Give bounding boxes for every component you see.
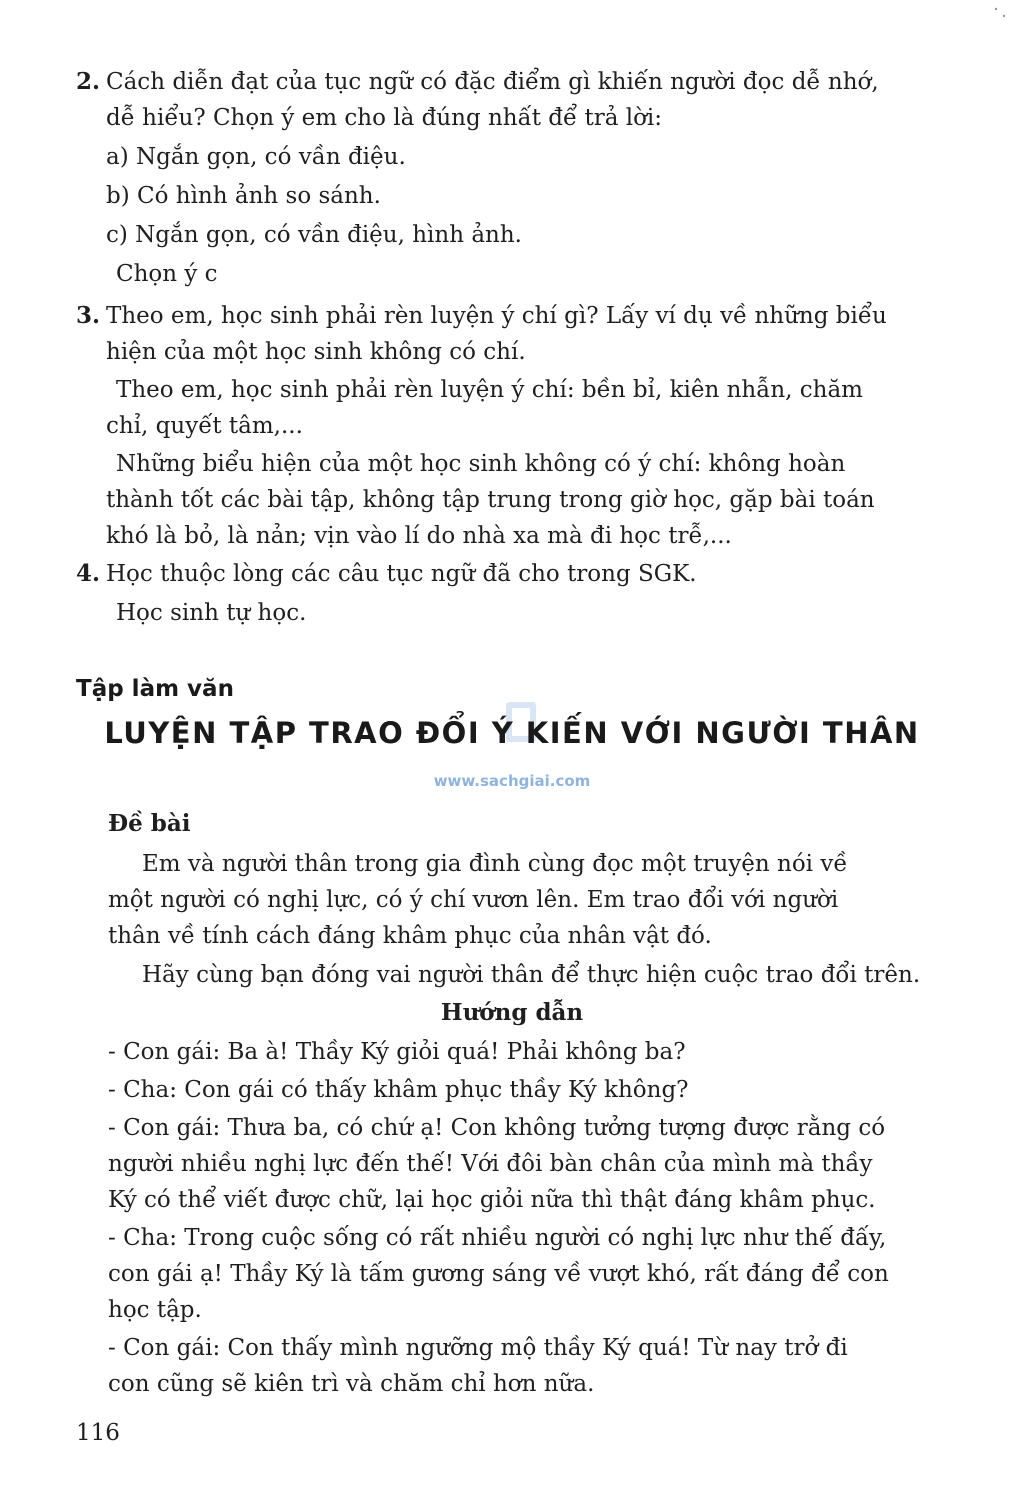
guide-heading: Hướng dẫn bbox=[440, 999, 584, 1026]
option-a: a) Ngắn gọn, có vần điệu. bbox=[106, 144, 406, 170]
paragraph-line: Em và người thân trong gia đình cùng đọc một truyện nói về bbox=[142, 851, 848, 877]
dialogue-line: - Con gái: Thưa ba, có chứ ạ! Con không tưởng tượng được rằng có bbox=[108, 1115, 886, 1141]
question-4 bbox=[76, 556, 956, 631]
section-title: LUYỆN TẬP TRAO ĐỔI Ý KIẾN VỚI NGƯỜI THÂN bbox=[104, 716, 920, 750]
dialogue-turn bbox=[108, 1330, 948, 1402]
dialogue-line: người nhiều nghị lực đến thế! Với đôi bàn chân của mình mà thầy bbox=[108, 1151, 873, 1177]
dialogue-line: Ký có thể viết được chữ, lại học giỏi nữa thì thật đáng khâm phục. bbox=[108, 1187, 876, 1213]
option-b: b) Có hình ảnh so sánh. bbox=[106, 183, 381, 209]
question-text: Cách diễn đạt của tục ngữ có đặc điểm gì khiến người đọc dễ nhớ, bbox=[106, 69, 879, 95]
dialogue-line: - Cha: Con gái có thấy khâm phục thầy Ký không? bbox=[108, 1077, 689, 1103]
question-number: 3. bbox=[76, 302, 101, 329]
dialogue-line: - Con gái: Con thấy mình ngưỡng mộ thầy Ký quá! Từ nay trở đi bbox=[108, 1335, 848, 1361]
dialogue bbox=[108, 1034, 948, 1402]
question-3 bbox=[76, 298, 956, 554]
section-label: Tập làm văn bbox=[76, 676, 234, 702]
dialogue-line: học tập. bbox=[108, 1297, 202, 1323]
dialogue-line: - Con gái: Ba à! Thầy Ký giỏi quá! Phải không ba? bbox=[108, 1039, 686, 1065]
option-c: c) Ngắn gọn, có vần điệu, hình ảnh. bbox=[106, 222, 522, 248]
dialogue-line: con cũng sẽ kiên trì và chăm chỉ hơn nữa. bbox=[108, 1371, 595, 1397]
answer-text: khó là bỏ, là nản; vịn vào lí do nhà xa mà đi học trễ,... bbox=[106, 523, 732, 549]
assignment-instruction: Hãy cùng bạn đóng vai người thân để thực hiện cuộc trao đổi trên. bbox=[142, 962, 921, 988]
dialogue-line: - Cha: Trong cuộc sống có rất nhiều người có nghị lực như thế đấy, bbox=[108, 1225, 887, 1251]
answer-text: Chọn ý c bbox=[116, 261, 218, 287]
assignment bbox=[108, 806, 948, 993]
dialogue-turn bbox=[108, 1220, 948, 1328]
question-text: Học thuộc lòng các câu tục ngữ đã cho trong SGK. bbox=[106, 561, 697, 587]
dialogue-line: con gái ạ! Thầy Ký là tấm gương sáng về vượt khó, rất đáng để con bbox=[108, 1261, 889, 1287]
page-number: 116 bbox=[76, 1420, 120, 1446]
scan-artifact bbox=[990, 6, 1020, 20]
question-text: Theo em, học sinh phải rèn luyện ý chí gì? Lấy ví dụ về những biểu bbox=[106, 303, 887, 329]
dialogue-turn bbox=[108, 1110, 948, 1218]
watermark-url: www.sachgiai.com bbox=[433, 772, 591, 790]
answer-text: thành tốt các bài tập, không tập trung trong giờ học, gặp bài toán bbox=[106, 487, 875, 513]
paragraph-line: một người có nghị lực, có ý chí vươn lên. Em trao đổi với người bbox=[108, 887, 839, 913]
assignment-paragraph bbox=[108, 846, 948, 954]
question-text: dễ hiểu? Chọn ý em cho là đúng nhất để trả lời: bbox=[106, 105, 663, 131]
answer-text: Những biểu hiện của một học sinh không có ý chí: không hoàn bbox=[116, 451, 846, 477]
assignment-heading: Đề bài bbox=[108, 810, 191, 837]
question-number: 2. bbox=[76, 68, 101, 95]
question-2 bbox=[76, 64, 956, 292]
answer-text: chỉ, quyết tâm,... bbox=[106, 413, 303, 439]
question-number: 4. bbox=[76, 560, 101, 587]
question-text: hiện của một học sinh không có chí. bbox=[106, 339, 526, 365]
paragraph-line: thân về tính cách đáng khâm phục của nhân vật đó. bbox=[108, 923, 712, 949]
answer-text: Học sinh tự học. bbox=[116, 600, 307, 626]
answer-text: Theo em, học sinh phải rèn luyện ý chí: bền bỉ, kiên nhẫn, chăm bbox=[116, 377, 863, 403]
